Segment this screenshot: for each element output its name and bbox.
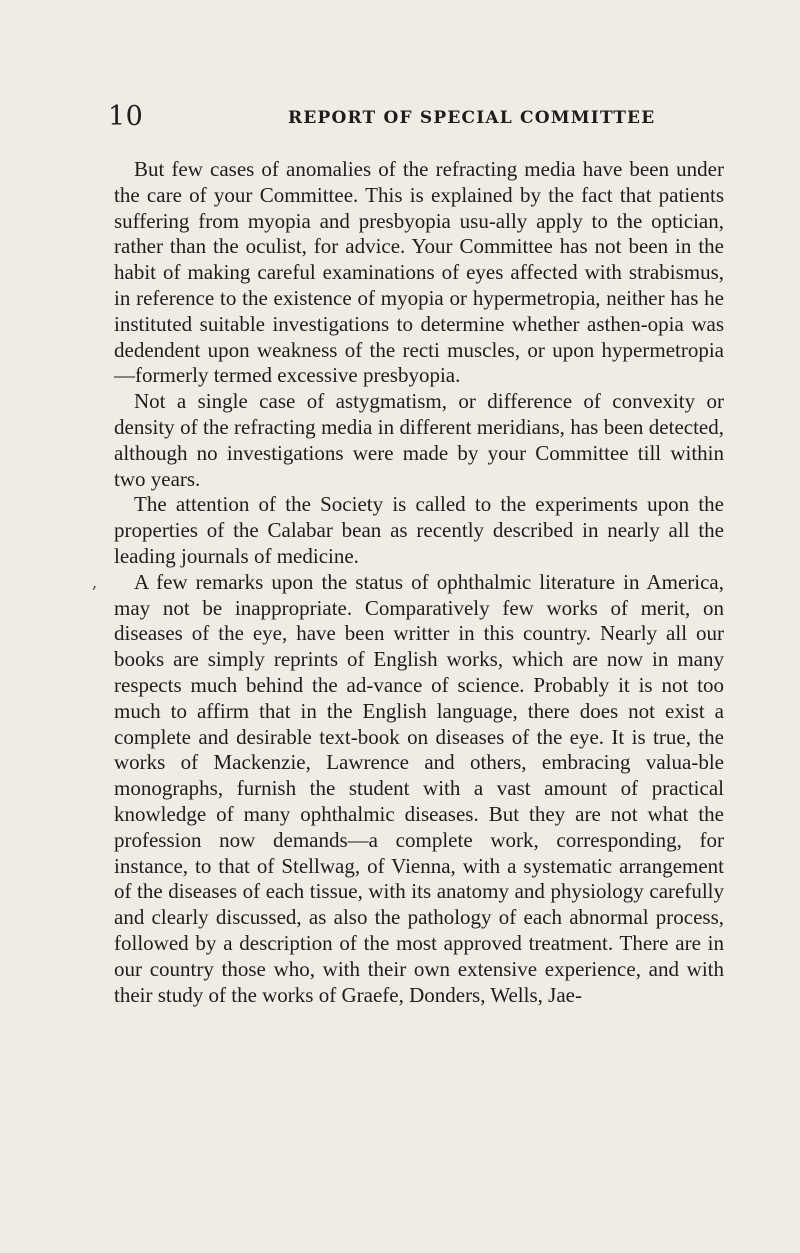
body-text: [114, 157, 724, 1008]
margin-mark: ,: [92, 573, 98, 592]
paragraph-ophthalmic-literature: A few remarks upon the status of ophthalmic literature in America, may not be inappropriate. Comparatively few works of merit, on diseases of the eye, have been writter in this country. Nearly all our books are simply reprints of English works, which are now in many respects much behind the ad-vance of science. Probably it is not too much to affirm that in the English language, there does not exist a complete and desirable text-book on diseases of the eye. It is true, the works of Mackenzie, Lawrence and others, embracing valua-ble monographs, furnish the student with a vast amount of practical knowledge of many ophthalmic diseases. But they are not what the profession now demands—a complete work, corresponding, for instance, to that of Stellwag, of Vienna, with a systematic arrangement of the diseases of each tissue, with its anatomy and physiology carefully and clearly discussed, as also the pathology of each abnormal process, followed by a description of the most approved treatment. There are in our country those who, with their own extensive experience, and with their study of the works of Graefe, Donders, Wells, Jae-: [114, 569, 724, 1007]
paragraph-astigmatism: Not a single case of astygmatism, or difference of convexity or density of the refracting media in different meridians, has been detected, although no investigations were made by your Committee till within two years.: [114, 389, 724, 491]
paragraph-calabar-bean: The attention of the Society is called to the experiments upon the properties of the Calabar bean as recently described in nearly all the leading journals of medicine.: [114, 492, 724, 568]
paragraph-refracting-media: But few cases of anomalies of the refracting media have been under the care of your Committee. This is explained by the fact that patients suffering from myopia and presbyopia usu-ally apply to the optician, rather than the oculist, for advice. Your Committee has not been in the habit of making careful examinations of eyes affected with strabismus, in reference to the existence of myopia or hypermetropia, neither has he instituted suitable investigations to determine whether asthen-opia was dedendent upon weakness of the recti muscles, or upon hypermetropia—formerly termed excessive presbyopia.: [114, 157, 724, 388]
page-header: [108, 100, 708, 134]
running-head: REPORT OF SPECIAL COMMITTEE: [288, 108, 656, 128]
page-number: 10: [108, 101, 144, 132]
